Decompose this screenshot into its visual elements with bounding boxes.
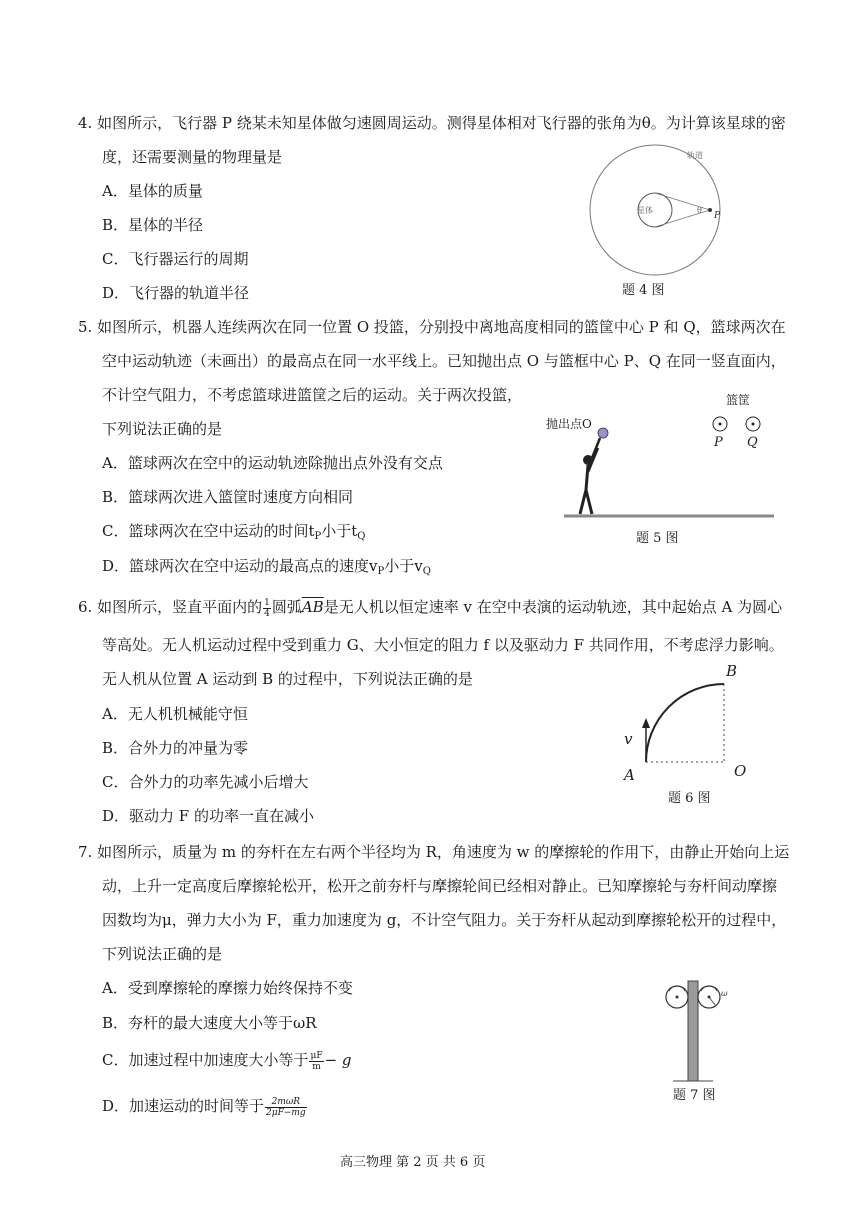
q4-option-c: C．飞行器运行的周期	[102, 250, 249, 268]
q5-hoop-label: 篮筐	[726, 393, 751, 407]
q6-a-label: A	[624, 766, 635, 784]
q5-stem-line2: 空中运动轨迹（未画出）的最高点在同一水平线上。已知抛出点 O 与篮框中心 P、Q 在同一竖直面内，	[102, 352, 786, 370]
q5-throw-point-label: 抛出点O	[546, 417, 592, 431]
q4-planet-label: 星体	[637, 206, 653, 215]
q7-option-d: D．加速运动的时间等于 $\frac{\text{2mωR}}{2\mu F-mg}$	[102, 1096, 306, 1118]
q7-caption: 题 7 图	[673, 1088, 716, 1103]
q4-caption: 题 4 图	[622, 283, 665, 298]
q6-figure	[612, 656, 782, 788]
q7-stem-line3: 因数均为μ，弹力大小为 F，重力加速度为 g，不计空气阻力。关于夯杆从起动到摩擦轮松开的过程中，	[102, 911, 787, 929]
q4-option-a: A．星体的质量	[102, 182, 203, 200]
q4-theta-label: θ	[697, 206, 702, 215]
q5-option-a: A．篮球两次在空中的运动轨迹除抛出点外没有交点	[102, 454, 443, 472]
q6-v-label: v	[624, 730, 633, 748]
q4-stem-line2: 度，还需要测量的物理量是	[102, 148, 283, 166]
q4-orbit-label: 轨道	[687, 151, 703, 160]
q4-option-b: B．星体的半径	[102, 216, 204, 234]
q6-option-d: D．驱动力 F 的功率一直在减小	[102, 807, 314, 825]
q5-stem-line1: 5. 如图所示，机器人连续两次在同一位置 O 投篮，分别投中离地高度相同的篮筐中心 P 和 Q，篮球两次在	[78, 318, 786, 336]
q4-stem-line1: 4. 如图所示，飞行器 P 绕某未知星体做匀速圆周运动。测得星体相对飞行器的张角为θ。为计算该星球的密	[78, 114, 786, 132]
q6-option-b: B．合外力的冲量为零	[102, 739, 249, 757]
q6-caption: 题 6 图	[668, 791, 711, 806]
q7-figure	[655, 975, 735, 1083]
q5-stem-line4: 下列说法正确的是	[102, 420, 223, 438]
page-footer: 高三物理 第 2 页 共 6 页	[340, 1155, 486, 1170]
q7-option-b: B．夯杆的最大速度大小等于ωR	[102, 1014, 317, 1032]
q4-option-d: D．飞行器的轨道半径	[102, 284, 250, 302]
q5-option-b: B．篮球两次进入篮筐时速度方向相同	[102, 488, 354, 506]
q6-option-c: C．合外力的功率先减小后增大	[102, 773, 309, 791]
q5-option-c: C．篮球两次在空中运动的时间$t_P$小于$t_Q$	[102, 522, 366, 542]
q7-stem-line2: 动，上升一定高度后摩擦轮松开，松开之前夯杆与摩擦轮间已经相对静止。已知摩擦轮与夯杆间动摩擦	[102, 877, 778, 895]
q4-figure	[583, 143, 743, 278]
q5-p-label: P	[714, 435, 723, 450]
q4-p-label: P	[714, 211, 721, 221]
q6-o-label: O	[734, 762, 747, 780]
q5-q-label: Q	[747, 435, 758, 450]
q7-option-a: A．受到摩擦轮的摩擦力始终保持不变	[102, 979, 353, 997]
q6-option-a: A．无人机机械能守恒	[102, 705, 248, 723]
q7-stem-line4: 下列说法正确的是	[102, 945, 223, 963]
q6-stem-line3: 无人机从位置 A 运动到 B 的过程中，下列说法正确的是	[102, 670, 473, 688]
q5-option-d: D．篮球两次在空中运动的最高点的速度$v_P$小于$v_Q$	[102, 557, 431, 577]
q6-stem-line2: 等高处。无人机运动过程中受到重力 G、大小恒定的阻力 f 以及驱动力 F 共同作用，不考虑浮力影响。	[102, 636, 784, 654]
q5-figure	[540, 388, 780, 523]
q6-b-label: B	[726, 662, 738, 680]
q5-caption: 题 5 图	[636, 531, 679, 546]
q6-stem-line1: 6. 如图所示，竖直平面内的 $\frac{1}{4}$ 圆弧$\overline{AB}$是无人机以恒定速率 v 在空中表演的运动轨迹，其中起始点 A 为圆心	[78, 597, 783, 619]
q7-omega-label: ω	[721, 989, 728, 998]
q7-stem-line1: 7. 如图所示，质量为 m 的夯杆在左右两个半径均为 R，角速度为 w 的摩擦轮的作用下，由静止开始向上运	[78, 843, 790, 861]
q5-stem-line3: 不计空气阻力，不考虑篮球进篮筐之后的运动。关于两次投篮，	[102, 386, 523, 404]
q7-option-c: C．加速过程中加速度大小等于 $\frac{\mu F}{m}$ − g	[102, 1050, 352, 1072]
